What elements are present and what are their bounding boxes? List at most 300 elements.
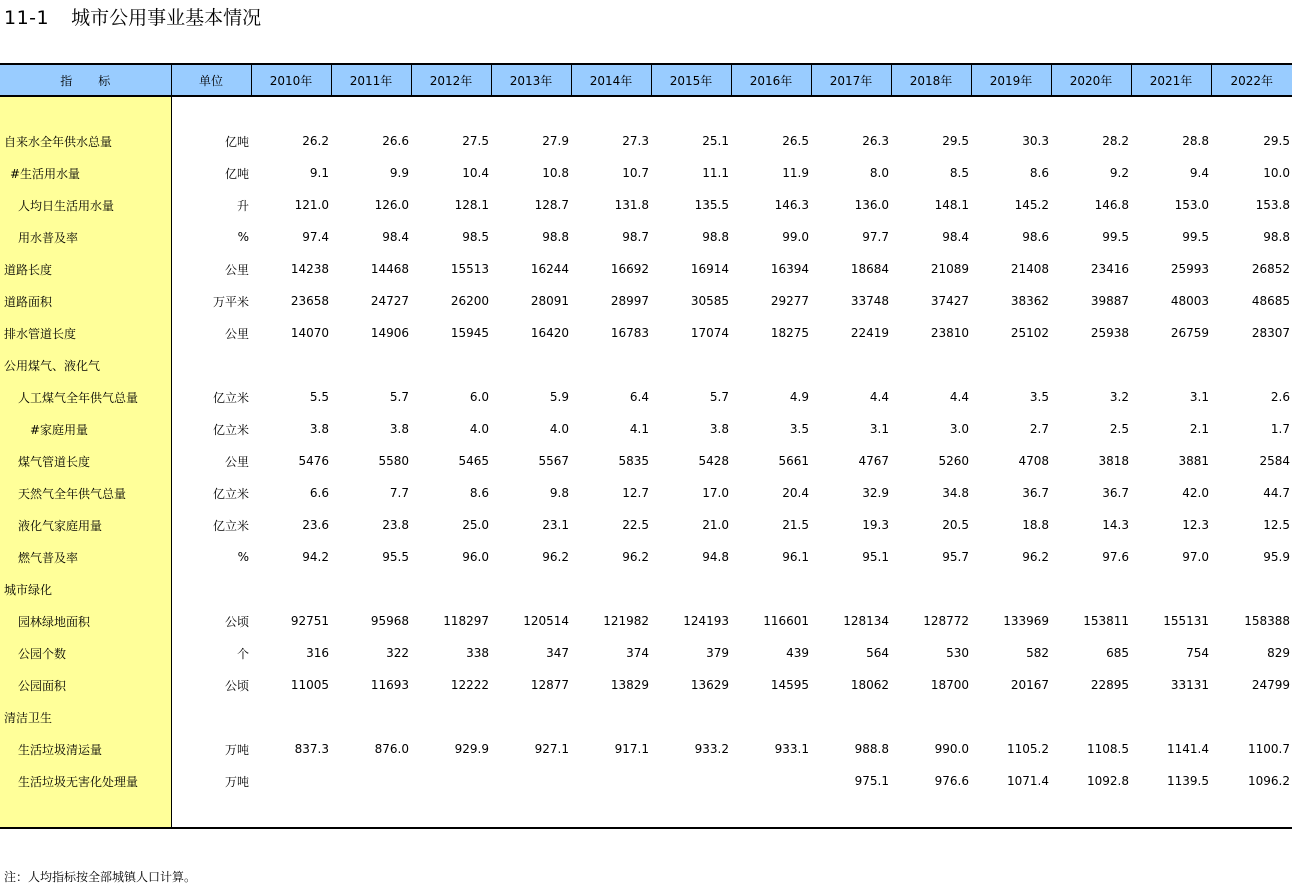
row-value-cell: 10.0 (1263, 166, 1290, 180)
row-unit: % (237, 230, 249, 244)
row-value-cell: 128.1 (454, 198, 489, 212)
row-value-cell: 976.6 (934, 774, 969, 788)
row-indicator-name: 人均日生活用水量 (0, 189, 171, 221)
row-value-cell (491, 765, 571, 797)
row-value-cell: 118297 (443, 614, 489, 628)
row-unit: 亿立米 (212, 422, 249, 437)
row-value-cell: 2.7 (1029, 422, 1049, 436)
row-value-cell: 5567 (538, 454, 569, 468)
row-value-cell: 876.0 (374, 742, 409, 756)
row-value-cell: 29277 (770, 294, 809, 308)
row-value-cell: 3818 (1098, 454, 1129, 468)
row-value-cell: 153811 (1083, 614, 1129, 628)
row-indicator-name: 道路面积 (0, 285, 171, 317)
row-indicator-name: 清洁卫生 (0, 701, 171, 733)
row-value-cell (1131, 573, 1211, 605)
row-value-cell: 26852 (1251, 262, 1290, 276)
row-value-cell: 14070 (290, 326, 329, 340)
row-value-cell (1211, 349, 1292, 381)
row-value-cell: 1105.2 (1007, 742, 1049, 756)
row-unit: 公里 (224, 262, 249, 277)
row-value-cell: 5.7 (709, 390, 729, 404)
row-value-cell (971, 573, 1051, 605)
row-value-cell: 20167 (1010, 678, 1049, 692)
row-indicator-name: 用水普及率 (0, 221, 171, 253)
row-value-cell: 30.3 (1022, 134, 1049, 148)
row-value-cell: 5.5 (309, 390, 329, 404)
row-value-cell (731, 349, 811, 381)
row-value-cell: 10.4 (462, 166, 489, 180)
statistics-table (0, 63, 1292, 829)
row-value-cell: 26.3 (862, 134, 889, 148)
row-value-cell: 148.1 (934, 198, 969, 212)
row-value-cell (411, 765, 491, 797)
header-year: 2019年 (971, 64, 1051, 96)
row-value-cell: 338 (466, 646, 489, 660)
header-year: 2021年 (1131, 64, 1211, 96)
row-value-cell: 33748 (850, 294, 889, 308)
row-value-cell: 379 (706, 646, 729, 660)
row-value-cell (491, 349, 571, 381)
row-value-cell: 5476 (298, 454, 329, 468)
row-unit: 亿立米 (212, 486, 249, 501)
row-value-cell: 754 (1186, 646, 1209, 660)
row-value-cell: 439 (786, 646, 809, 660)
row-value-cell (891, 349, 971, 381)
row-indicator-name: 自来水全年供水总量 (0, 125, 171, 157)
header-year: 2017年 (811, 64, 891, 96)
row-value-cell: 5.7 (389, 390, 409, 404)
row-value-cell: 17.0 (702, 486, 729, 500)
row-value-cell: 96.2 (542, 550, 569, 564)
row-value-cell: 9.1 (309, 166, 329, 180)
row-value-cell: 136.0 (854, 198, 889, 212)
row-value-cell: 5835 (618, 454, 649, 468)
row-value-cell: 20.4 (782, 486, 809, 500)
row-value-cell: 8.0 (869, 166, 889, 180)
row-unit: 公顷 (224, 614, 249, 629)
row-value-cell: 32.9 (862, 486, 889, 500)
header-unit: 单位 (171, 64, 251, 96)
row-value-cell: 12.7 (622, 486, 649, 500)
table-body (0, 96, 1292, 828)
row-value-cell: 13829 (610, 678, 649, 692)
row-value-cell: 135.5 (694, 198, 729, 212)
table-row (0, 477, 1292, 509)
row-value-cell (651, 573, 731, 605)
row-value-cell: 97.0 (1182, 550, 1209, 564)
row-unit: 亿立米 (212, 390, 249, 405)
row-value-cell: 18.8 (1022, 518, 1049, 532)
row-value-cell: 3.8 (709, 422, 729, 436)
row-value-cell: 44.7 (1263, 486, 1290, 500)
row-value-cell: 1092.8 (1087, 774, 1129, 788)
row-value-cell: 23658 (290, 294, 329, 308)
row-value-cell: 9.2 (1109, 166, 1129, 180)
row-value-cell (331, 349, 411, 381)
row-value-cell: 99.5 (1182, 230, 1209, 244)
row-value-cell: 96.1 (782, 550, 809, 564)
row-value-cell: 92751 (290, 614, 329, 628)
row-unit: 万吨 (224, 774, 249, 789)
row-unit: 升 (236, 198, 249, 213)
header-year: 2012年 (411, 64, 491, 96)
row-value-cell (811, 573, 891, 605)
row-value-cell: 97.6 (1102, 550, 1129, 564)
row-value-cell (251, 573, 331, 605)
table-row (0, 701, 1292, 733)
row-value-cell: 9.8 (549, 486, 569, 500)
spacer-cell (0, 96, 171, 125)
row-value-cell: 25.1 (702, 134, 729, 148)
row-value-cell: 5465 (458, 454, 489, 468)
row-value-cell: 3.1 (869, 422, 889, 436)
row-value-cell: 3.8 (309, 422, 329, 436)
row-value-cell: 1.7 (1270, 422, 1290, 436)
header-year: 2014年 (571, 64, 651, 96)
row-value-cell: 4.0 (469, 422, 489, 436)
row-value-cell: 3.1 (1189, 390, 1209, 404)
row-value-cell: 26200 (450, 294, 489, 308)
row-value-cell: 48685 (1251, 294, 1290, 308)
header-year: 2010年 (251, 64, 331, 96)
row-value-cell: 128134 (843, 614, 889, 628)
table-row (0, 189, 1292, 221)
row-value-cell: 7.7 (389, 486, 409, 500)
row-value-cell: 4708 (1018, 454, 1049, 468)
row-value-cell (1051, 573, 1131, 605)
row-indicator-name: 生活垃圾无害化处理量 (0, 765, 171, 797)
row-value-cell: 322 (386, 646, 409, 660)
row-value-cell (971, 349, 1051, 381)
row-value-cell: 26.2 (302, 134, 329, 148)
row-value-cell: 94.2 (302, 550, 329, 564)
row-value-cell: 36.7 (1102, 486, 1129, 500)
row-indicator-name: #家庭用量 (0, 413, 171, 445)
row-unit: % (237, 550, 249, 564)
row-value-cell: 14468 (370, 262, 409, 276)
row-value-cell: 16420 (530, 326, 569, 340)
row-value-cell: 14906 (370, 326, 409, 340)
row-value-cell (331, 573, 411, 605)
table-row (0, 637, 1292, 669)
header-year: 2020年 (1051, 64, 1131, 96)
row-value-cell (571, 573, 651, 605)
row-value-cell (571, 349, 651, 381)
row-value-cell: 131.8 (614, 198, 649, 212)
row-value-cell: 126.0 (374, 198, 409, 212)
row-value-cell (731, 573, 811, 605)
row-value-cell (331, 765, 411, 797)
row-value-cell: 28.8 (1182, 134, 1209, 148)
row-value-cell: 153.0 (1174, 198, 1209, 212)
table-row (0, 381, 1292, 413)
row-value-cell: 21089 (930, 262, 969, 276)
row-value-cell: 933.1 (774, 742, 809, 756)
row-value-cell: 4767 (858, 454, 889, 468)
row-value-cell: 12.5 (1263, 518, 1290, 532)
row-value-cell: 95.5 (382, 550, 409, 564)
row-value-cell: 6.6 (309, 486, 329, 500)
header-year: 2018年 (891, 64, 971, 96)
row-value-cell: 25102 (1010, 326, 1049, 340)
spacer-row (0, 96, 1292, 125)
row-value-cell: 2584 (1259, 454, 1290, 468)
row-value-cell (891, 701, 971, 733)
row-value-cell: 12.3 (1182, 518, 1209, 532)
row-value-cell: 24799 (1251, 678, 1290, 692)
row-value-cell: 23416 (1090, 262, 1129, 276)
row-value-cell: 95968 (370, 614, 409, 628)
row-value-cell: 18275 (770, 326, 809, 340)
row-value-cell: 24727 (370, 294, 409, 308)
row-value-cell: 14238 (290, 262, 329, 276)
row-value-cell: 28307 (1251, 326, 1290, 340)
row-value-cell: 18684 (850, 262, 889, 276)
table-row (0, 541, 1292, 573)
row-value-cell: 933.2 (694, 742, 729, 756)
row-value-cell: 4.0 (549, 422, 569, 436)
footnote: 注：人均指标按全部城镇人口计算。 (4, 870, 197, 884)
row-value-cell: 8.6 (1029, 166, 1049, 180)
row-value-cell: 26759 (1170, 326, 1209, 340)
row-value-cell: 530 (946, 646, 969, 660)
row-value-cell: 98.8 (542, 230, 569, 244)
row-value-cell: 98.6 (1022, 230, 1049, 244)
row-value-cell: 128772 (923, 614, 969, 628)
row-value-cell: 48003 (1170, 294, 1209, 308)
row-value-cell: 6.0 (469, 390, 489, 404)
row-value-cell (491, 701, 571, 733)
row-value-cell: 33131 (1170, 678, 1209, 692)
row-value-cell: 564 (866, 646, 889, 660)
row-value-cell (1211, 573, 1292, 605)
row-value-cell (571, 765, 651, 797)
row-indicator-name: 公园个数 (0, 637, 171, 669)
row-value-cell: 316 (306, 646, 329, 660)
table-row (0, 605, 1292, 637)
row-value-cell: 97.7 (862, 230, 889, 244)
table-row (0, 317, 1292, 349)
row-value-cell: 121982 (603, 614, 649, 628)
row-value-cell: 27.5 (462, 134, 489, 148)
row-value-cell: 2.6 (1270, 390, 1290, 404)
row-value-cell: 23810 (930, 326, 969, 340)
header-indicator: 指标 (0, 64, 171, 96)
row-value-cell: 28997 (610, 294, 649, 308)
row-value-cell: 29.5 (942, 134, 969, 148)
table-row (0, 125, 1292, 157)
row-value-cell: 12877 (530, 678, 569, 692)
row-value-cell (651, 701, 731, 733)
row-value-cell: 10.8 (542, 166, 569, 180)
row-unit: 公顷 (224, 678, 249, 693)
row-value-cell (971, 701, 1051, 733)
table-row (0, 733, 1292, 765)
row-value-cell: 39887 (1090, 294, 1129, 308)
table-row (0, 349, 1292, 381)
row-value-cell (731, 765, 811, 797)
row-value-cell: 1096.2 (1248, 774, 1290, 788)
row-indicator-name: 人工煤气全年供气总量 (0, 381, 171, 413)
row-value-cell: 23.8 (382, 518, 409, 532)
row-value-cell: 3.5 (789, 422, 809, 436)
row-value-cell: 3.8 (389, 422, 409, 436)
spacer-row (0, 797, 1292, 828)
row-value-cell: 116601 (763, 614, 809, 628)
row-value-cell: 6.4 (629, 390, 649, 404)
row-value-cell: 2.5 (1109, 422, 1129, 436)
table-row (0, 157, 1292, 189)
row-value-cell: 97.4 (302, 230, 329, 244)
row-value-cell: 18700 (930, 678, 969, 692)
row-value-cell: 120514 (523, 614, 569, 628)
row-value-cell: 96.2 (1022, 550, 1049, 564)
table-row (0, 669, 1292, 701)
table-row (0, 253, 1292, 285)
row-value-cell: 121.0 (294, 198, 329, 212)
row-value-cell: 582 (1026, 646, 1049, 660)
row-value-cell: 22419 (850, 326, 889, 340)
row-value-cell: 158388 (1244, 614, 1290, 628)
row-unit: 公里 (224, 326, 249, 341)
row-value-cell: 1139.5 (1167, 774, 1209, 788)
row-value-cell: 25938 (1090, 326, 1129, 340)
row-value-cell: 94.8 (702, 550, 729, 564)
row-value-cell (811, 701, 891, 733)
row-value-cell: 96.0 (462, 550, 489, 564)
row-value-cell: 98.4 (942, 230, 969, 244)
row-unit: 亿立米 (212, 518, 249, 533)
row-value-cell (331, 701, 411, 733)
row-value-cell (491, 573, 571, 605)
row-unit (171, 573, 251, 605)
row-value-cell: 37427 (930, 294, 969, 308)
row-value-cell: 3.0 (949, 422, 969, 436)
row-value-cell: 3881 (1178, 454, 1209, 468)
header-year: 2011年 (331, 64, 411, 96)
table-title-text: 城市公用事业基本情况 (71, 7, 262, 29)
row-value-cell: 1108.5 (1087, 742, 1129, 756)
row-value-cell (411, 573, 491, 605)
row-value-cell: 5580 (378, 454, 409, 468)
row-value-cell: 14.3 (1102, 518, 1129, 532)
row-indicator-name: 生活垃圾清运量 (0, 733, 171, 765)
header-year: 2013年 (491, 64, 571, 96)
row-indicator-name: 城市绿化 (0, 573, 171, 605)
table-row (0, 285, 1292, 317)
header-year: 2022年 (1211, 64, 1292, 96)
row-value-cell: 16692 (610, 262, 649, 276)
row-value-cell: 98.5 (462, 230, 489, 244)
row-indicator-name: 公园面积 (0, 669, 171, 701)
row-value-cell: 927.1 (534, 742, 569, 756)
row-value-cell: 145.2 (1014, 198, 1049, 212)
row-value-cell (651, 349, 731, 381)
row-value-cell: 30585 (690, 294, 729, 308)
row-value-cell: 36.7 (1022, 486, 1049, 500)
spacer-cell (171, 797, 1292, 828)
row-value-cell: 4.9 (789, 390, 809, 404)
row-value-cell: 11693 (370, 678, 409, 692)
row-value-cell: 15513 (450, 262, 489, 276)
row-value-cell: 96.2 (622, 550, 649, 564)
row-unit (171, 701, 251, 733)
page-title (4, 6, 261, 30)
row-value-cell: 1100.7 (1248, 742, 1290, 756)
row-value-cell: 17074 (690, 326, 729, 340)
row-value-cell (1211, 701, 1292, 733)
row-value-cell: 16783 (610, 326, 649, 340)
row-value-cell: 16244 (530, 262, 569, 276)
row-value-cell: 99.5 (1102, 230, 1129, 244)
row-value-cell (411, 701, 491, 733)
row-unit: 亿吨 (224, 134, 249, 149)
row-value-cell: 4.4 (949, 390, 969, 404)
row-value-cell: 99.0 (782, 230, 809, 244)
row-value-cell: 15945 (450, 326, 489, 340)
row-value-cell (251, 765, 331, 797)
statistics-table-wrapper (0, 63, 1292, 829)
row-unit: 万吨 (224, 742, 249, 757)
row-value-cell: 16394 (770, 262, 809, 276)
header-row (0, 64, 1292, 96)
row-value-cell (1131, 349, 1211, 381)
row-value-cell: 5428 (698, 454, 729, 468)
row-indicator-name: 液化气家庭用量 (0, 509, 171, 541)
row-value-cell: 14595 (770, 678, 809, 692)
row-value-cell: 19.3 (862, 518, 889, 532)
table-row (0, 509, 1292, 541)
row-unit (171, 349, 251, 381)
row-value-cell (731, 701, 811, 733)
row-value-cell: 25993 (1170, 262, 1209, 276)
row-value-cell: 829 (1267, 646, 1290, 660)
row-value-cell: 23.1 (542, 518, 569, 532)
row-value-cell: 146.8 (1094, 198, 1129, 212)
row-value-cell: 1071.4 (1007, 774, 1049, 788)
row-value-cell: 155131 (1163, 614, 1209, 628)
row-indicator-name: 天然气全年供气总量 (0, 477, 171, 509)
row-indicator-name: 燃气普及率 (0, 541, 171, 573)
row-value-cell (1131, 701, 1211, 733)
table-number: 11-1 (4, 7, 50, 29)
row-value-cell: 27.3 (622, 134, 649, 148)
row-value-cell: 9.4 (1189, 166, 1209, 180)
row-value-cell: 3.2 (1109, 390, 1129, 404)
header-year: 2015年 (651, 64, 731, 96)
row-value-cell: 929.9 (454, 742, 489, 756)
row-value-cell: 988.8 (854, 742, 889, 756)
row-value-cell: 11.9 (782, 166, 809, 180)
spacer-cell (0, 797, 171, 828)
row-value-cell: 347 (546, 646, 569, 660)
row-value-cell: 9.9 (389, 166, 409, 180)
row-value-cell: 5260 (938, 454, 969, 468)
row-value-cell: 8.6 (469, 486, 489, 500)
row-value-cell: 3.5 (1029, 390, 1049, 404)
row-value-cell: 20.5 (942, 518, 969, 532)
row-value-cell: 990.0 (934, 742, 969, 756)
row-indicator-name: 排水管道长度 (0, 317, 171, 349)
row-value-cell: 13629 (690, 678, 729, 692)
row-value-cell (411, 349, 491, 381)
row-value-cell: 1141.4 (1167, 742, 1209, 756)
header-year: 2016年 (731, 64, 811, 96)
spacer-cell (171, 96, 1292, 125)
row-value-cell: 95.9 (1263, 550, 1290, 564)
row-indicator-name: 园林绿地面积 (0, 605, 171, 637)
